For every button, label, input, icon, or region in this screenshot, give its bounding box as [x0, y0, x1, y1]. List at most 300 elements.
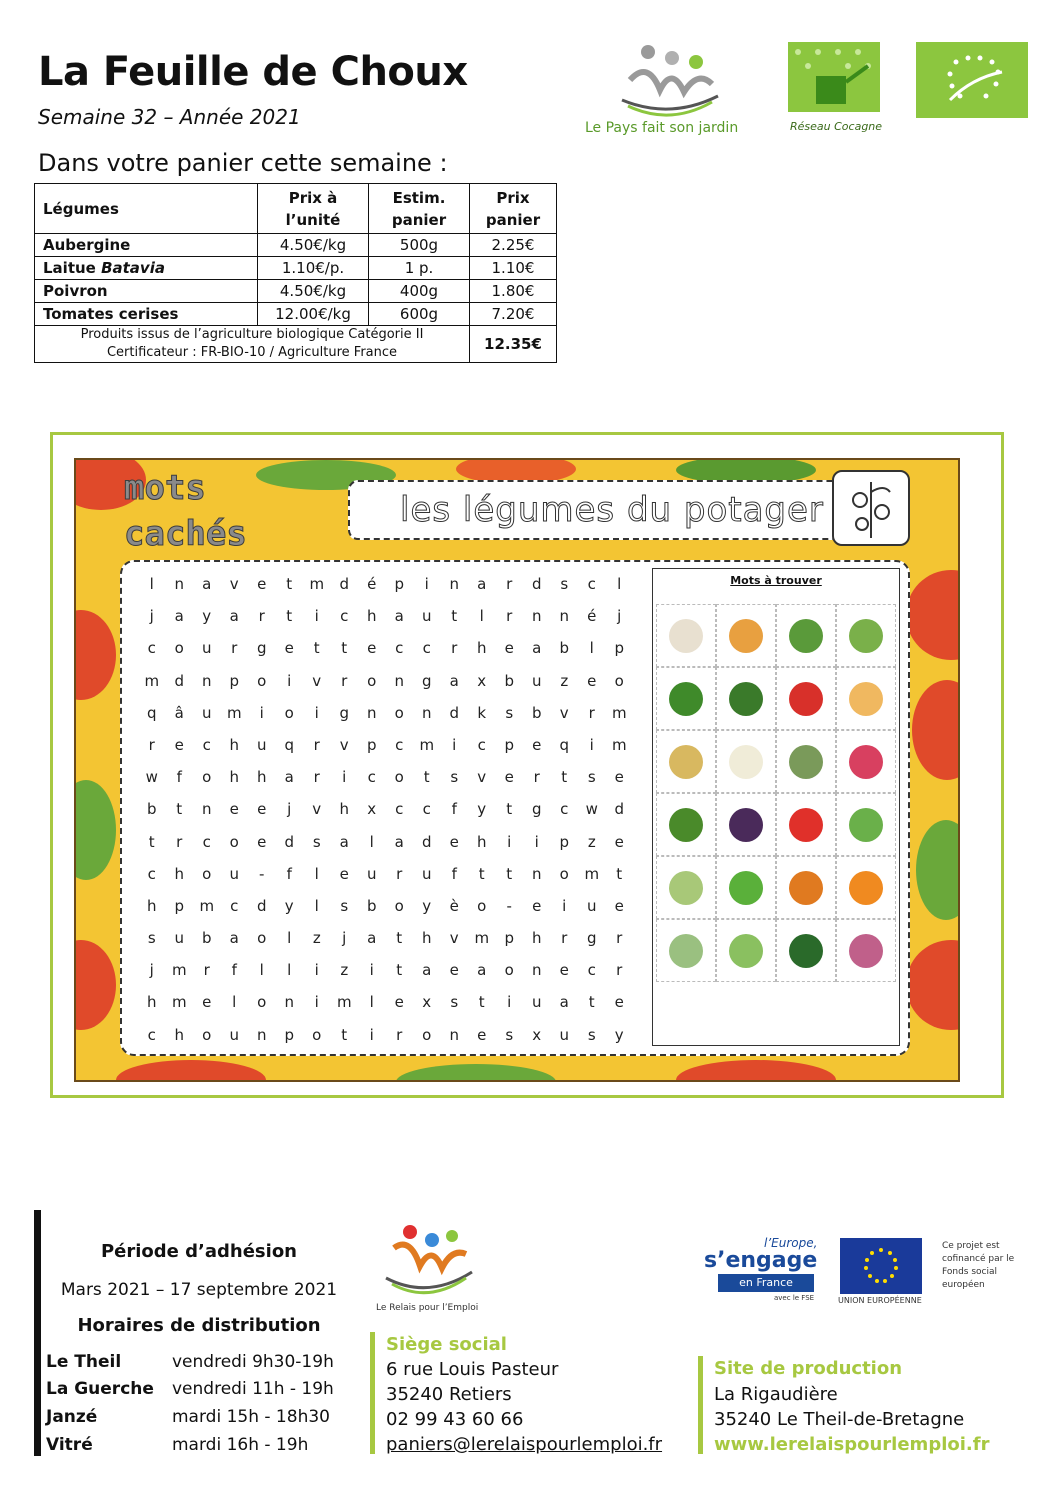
- grid-letter[interactable]: z: [587, 832, 596, 851]
- grid-letter[interactable]: e: [614, 832, 624, 851]
- grid-letter[interactable]: r: [451, 639, 458, 658]
- grid-letter[interactable]: u: [256, 735, 267, 754]
- siege-city: 35240 Retiers: [386, 1384, 512, 1405]
- grid-letter[interactable]: p: [284, 1025, 295, 1044]
- grid-letter[interactable]: t: [478, 993, 485, 1012]
- grid-letter[interactable]: l: [287, 961, 292, 980]
- grid-letter[interactable]: l: [232, 993, 237, 1012]
- grid-letter[interactable]: h: [146, 993, 157, 1012]
- grid-letter[interactable]: p: [394, 575, 405, 593]
- grid-letter[interactable]: v: [449, 929, 459, 948]
- grid-letter[interactable]: d: [531, 575, 542, 593]
- grid-letter[interactable]: o: [284, 703, 294, 722]
- grid-letter[interactable]: p: [504, 735, 515, 754]
- grid-letter[interactable]: a: [477, 575, 487, 593]
- grid-letter[interactable]: f: [231, 961, 237, 980]
- grid-letter[interactable]: p: [504, 929, 515, 948]
- eu-organic-leaf-logo: [916, 42, 1028, 118]
- unit-price: 1.10€/p.: [258, 257, 369, 280]
- grid-letter[interactable]: f: [451, 864, 457, 883]
- grid-letter[interactable]: b: [504, 671, 515, 690]
- grid-letter[interactable]: y: [614, 1025, 624, 1044]
- grid-letter[interactable]: o: [477, 896, 487, 915]
- grid-letter[interactable]: u: [229, 864, 239, 883]
- grid-letter[interactable]: e: [284, 639, 294, 658]
- grid-letter[interactable]: v: [312, 671, 322, 690]
- siege-divider: [370, 1332, 375, 1454]
- grid-letter[interactable]: c: [560, 800, 569, 819]
- grid-letter[interactable]: m: [309, 575, 325, 593]
- grid-letter[interactable]: n: [256, 1025, 267, 1044]
- grid-letter[interactable]: t: [313, 639, 320, 658]
- grid-letter[interactable]: u: [586, 896, 597, 915]
- grid-letter[interactable]: l: [287, 929, 292, 948]
- eu-flag-icon: [840, 1238, 922, 1304]
- leaf-decoration: [916, 820, 960, 920]
- grid-letter[interactable]: n: [559, 607, 569, 626]
- grid-letter[interactable]: m: [611, 735, 627, 754]
- grid-letter[interactable]: o: [394, 703, 404, 722]
- website-link[interactable]: www.lerelaispourlemploi.fr: [714, 1434, 990, 1455]
- grid-letter[interactable]: r: [231, 639, 238, 658]
- tomato-icon: [776, 793, 836, 856]
- grid-letter[interactable]: y: [202, 607, 212, 626]
- grid-letter[interactable]: r: [506, 575, 513, 593]
- grid-letter[interactable]: a: [394, 607, 404, 626]
- grid-letter[interactable]: p: [614, 639, 625, 658]
- grid-letter[interactable]: n: [201, 671, 212, 690]
- grid-letter[interactable]: c: [587, 575, 596, 593]
- grid-letter[interactable]: a: [449, 671, 459, 690]
- grid-letter[interactable]: n: [366, 703, 377, 722]
- grid-letter[interactable]: h: [339, 800, 349, 819]
- grid-letter[interactable]: p: [174, 896, 185, 915]
- grid-letter[interactable]: i: [314, 703, 319, 722]
- grid-letter[interactable]: q: [284, 735, 295, 754]
- grid-letter[interactable]: t: [286, 607, 293, 626]
- grid-letter[interactable]: l: [369, 993, 374, 1012]
- grid-letter[interactable]: i: [589, 735, 594, 754]
- grid-letter[interactable]: p: [559, 832, 570, 851]
- grid-letter[interactable]: s: [147, 929, 156, 948]
- grid-letter[interactable]: y: [422, 896, 432, 915]
- grid-letter[interactable]: a: [202, 575, 212, 593]
- grid-letter[interactable]: i: [562, 896, 567, 915]
- grid-letter[interactable]: e: [614, 768, 624, 787]
- grid-letter[interactable]: d: [449, 703, 460, 722]
- grid-letter[interactable]: u: [531, 993, 542, 1012]
- grid-letter[interactable]: e: [587, 671, 597, 690]
- grid-letter[interactable]: m: [171, 993, 187, 1012]
- grid-letter[interactable]: d: [614, 800, 625, 819]
- grid-letter[interactable]: i: [259, 703, 264, 722]
- grid-letter[interactable]: a: [367, 929, 377, 948]
- grid-letter[interactable]: u: [366, 864, 377, 883]
- grid-letter[interactable]: r: [258, 607, 265, 626]
- grid-letter[interactable]: i: [314, 607, 319, 626]
- estimate: 1 p.: [369, 257, 470, 280]
- grid-letter[interactable]: r: [616, 961, 623, 980]
- grid-letter[interactable]: g: [256, 639, 267, 658]
- grid-letter[interactable]: o: [257, 929, 267, 948]
- grid-letter[interactable]: i: [534, 832, 539, 851]
- grid-letter[interactable]: v: [312, 800, 322, 819]
- grid-letter[interactable]: q: [559, 735, 570, 754]
- grid-letter[interactable]: r: [176, 832, 183, 851]
- grid-letter[interactable]: o: [174, 639, 184, 658]
- grid-letter[interactable]: a: [229, 929, 239, 948]
- grid-letter[interactable]: t: [396, 961, 403, 980]
- grid-letter[interactable]: x: [532, 1025, 542, 1044]
- grid-letter[interactable]: u: [174, 929, 184, 948]
- grid-letter[interactable]: t: [423, 768, 430, 787]
- grid-letter[interactable]: h: [421, 929, 432, 948]
- grid-letter[interactable]: r: [313, 735, 320, 754]
- grid-letter[interactable]: s: [450, 993, 459, 1012]
- grid-letter[interactable]: m: [336, 993, 352, 1012]
- grid-letter[interactable]: n: [421, 703, 432, 722]
- grid-letter[interactable]: i: [507, 832, 512, 851]
- grid-letter[interactable]: h: [256, 768, 267, 787]
- grid-letter[interactable]: e: [257, 575, 267, 593]
- grid-letter[interactable]: c: [422, 639, 431, 658]
- grid-letter[interactable]: o: [504, 961, 514, 980]
- grid-letter[interactable]: l: [479, 607, 484, 626]
- grid-letter[interactable]: r: [396, 864, 403, 883]
- grid-letter[interactable]: c: [230, 896, 239, 915]
- broccoli-icon: [656, 667, 716, 730]
- grid-letter[interactable]: e: [257, 832, 267, 851]
- grid-letter[interactable]: l: [259, 961, 264, 980]
- grid-letter[interactable]: t: [148, 832, 155, 851]
- grid-letter[interactable]: z: [560, 671, 569, 690]
- grid-letter[interactable]: g: [339, 703, 350, 722]
- grid-letter[interactable]: d: [421, 832, 432, 851]
- grid-letter[interactable]: e: [614, 896, 624, 915]
- grid-letter[interactable]: l: [589, 639, 594, 658]
- grid-letter[interactable]: d: [174, 671, 185, 690]
- grid-letter[interactable]: c: [147, 1025, 156, 1044]
- grid-letter[interactable]: e: [504, 768, 514, 787]
- grid-letter[interactable]: t: [341, 1025, 348, 1044]
- grid-letter[interactable]: y: [284, 896, 294, 915]
- grid-letter[interactable]: z: [340, 961, 349, 980]
- grid-letter[interactable]: q: [146, 703, 157, 722]
- grid-letter[interactable]: j: [287, 800, 292, 819]
- spinach-icon: [776, 919, 836, 982]
- grid-letter[interactable]: a: [532, 639, 542, 658]
- grid-letter[interactable]: r: [616, 929, 623, 948]
- schedule-title: Horaires de distribution: [77, 1315, 321, 1336]
- grid-letter[interactable]: â: [174, 703, 184, 722]
- grid-letter[interactable]: o: [394, 768, 404, 787]
- grid-letter[interactable]: y: [477, 800, 487, 819]
- grid-letter[interactable]: l: [314, 864, 319, 883]
- grid-letter[interactable]: a: [284, 768, 294, 787]
- grid-letter[interactable]: m: [144, 671, 160, 690]
- grid-letter[interactable]: i: [369, 1025, 374, 1044]
- grid-letter[interactable]: c: [477, 735, 486, 754]
- grid-letter[interactable]: s: [312, 832, 321, 851]
- grid-letter[interactable]: i: [452, 735, 457, 754]
- week-subtitle: Semaine 32 – Année 2021: [38, 105, 301, 129]
- grid-letter[interactable]: è: [449, 896, 459, 915]
- grid-letter[interactable]: j: [342, 929, 347, 948]
- grid-letter[interactable]: g: [421, 671, 432, 690]
- grid-letter[interactable]: c: [395, 800, 404, 819]
- grid-letter[interactable]: m: [419, 735, 435, 754]
- grid-letter[interactable]: c: [367, 768, 376, 787]
- grid-letter[interactable]: o: [367, 671, 377, 690]
- grid-letter[interactable]: n: [531, 961, 542, 980]
- grid-letter[interactable]: s: [587, 1025, 596, 1044]
- green-beans-icon: [656, 793, 716, 856]
- grid-letter[interactable]: a: [559, 993, 569, 1012]
- grid-letter[interactable]: k: [477, 703, 487, 722]
- grid-letter[interactable]: n: [449, 1025, 459, 1044]
- grid-letter[interactable]: b: [559, 639, 570, 658]
- grid-letter[interactable]: a: [422, 961, 432, 980]
- lettuce-icon: [716, 856, 776, 919]
- grid-letter[interactable]: h: [476, 639, 487, 658]
- grid-letter[interactable]: f: [286, 864, 292, 883]
- grid-letter[interactable]: a: [174, 607, 184, 626]
- grid-letter[interactable]: c: [395, 639, 404, 658]
- grid-letter[interactable]: t: [176, 800, 183, 819]
- grid-letter[interactable]: c: [147, 639, 156, 658]
- grid-letter[interactable]: s: [560, 575, 569, 593]
- grid-letter[interactable]: j: [149, 961, 154, 980]
- grid-row: [138, 858, 634, 890]
- grid-letter[interactable]: v: [559, 703, 569, 722]
- grid-letter[interactable]: o: [394, 896, 404, 915]
- grid-letter[interactable]: e: [339, 864, 349, 883]
- production-site: La Rigaudière: [714, 1384, 838, 1405]
- grid-letter[interactable]: r: [203, 961, 210, 980]
- grid-letter[interactable]: x: [367, 800, 377, 819]
- grid-letter[interactable]: i: [287, 671, 292, 690]
- grid-letter[interactable]: w: [585, 800, 598, 819]
- grid-letter[interactable]: t: [451, 607, 458, 626]
- grid-letter[interactable]: t: [286, 575, 293, 593]
- grid-letter[interactable]: u: [421, 864, 432, 883]
- grid-letter[interactable]: o: [202, 768, 212, 787]
- grid-letter[interactable]: n: [449, 575, 459, 593]
- grid-letter[interactable]: o: [257, 993, 267, 1012]
- grid-letter[interactable]: t: [396, 929, 403, 948]
- grid-letter[interactable]: j: [617, 607, 622, 626]
- grid-letter[interactable]: u: [531, 671, 542, 690]
- grid-letter[interactable]: h: [476, 832, 487, 851]
- grid-letter[interactable]: o: [559, 864, 569, 883]
- grid-letter[interactable]: e: [449, 832, 459, 851]
- grid-letter[interactable]: m: [611, 703, 627, 722]
- veg-name: Aubergine: [35, 234, 258, 257]
- grid-letter[interactable]: o: [257, 671, 267, 690]
- grid-letter[interactable]: n: [201, 800, 212, 819]
- grid-letter[interactable]: é: [587, 607, 597, 626]
- grid-letter[interactable]: e: [559, 961, 569, 980]
- grid-letter[interactable]: o: [202, 1025, 212, 1044]
- grid-letter[interactable]: é: [367, 575, 377, 593]
- grid-letter[interactable]: n: [284, 993, 294, 1012]
- grid-letter[interactable]: t: [561, 768, 568, 787]
- grid-letter[interactable]: i: [342, 768, 347, 787]
- table-row: [35, 280, 557, 303]
- grid-letter[interactable]: e: [394, 993, 404, 1012]
- grid-letter[interactable]: h: [531, 929, 542, 948]
- grid-letter[interactable]: j: [149, 607, 154, 626]
- grid-letter[interactable]: u: [201, 639, 212, 658]
- grid-letter[interactable]: n: [394, 671, 404, 690]
- grid-letter[interactable]: e: [449, 961, 459, 980]
- grid-letter[interactable]: v: [229, 575, 239, 593]
- header-estimate: Estim. panier: [369, 184, 470, 234]
- grid-letter[interactable]: l: [617, 575, 622, 593]
- grid-letter[interactable]: r: [148, 735, 155, 754]
- grid-letter[interactable]: u: [421, 607, 432, 626]
- grid-letter[interactable]: r: [506, 607, 513, 626]
- grid-letter[interactable]: n: [174, 575, 184, 593]
- grid-letter[interactable]: r: [396, 1025, 403, 1044]
- grid-letter[interactable]: o: [614, 671, 624, 690]
- grid-letter[interactable]: l: [314, 896, 319, 915]
- grid-letter[interactable]: h: [146, 896, 157, 915]
- grid-letter[interactable]: d: [284, 832, 295, 851]
- grid-letter[interactable]: r: [533, 768, 540, 787]
- grid-letter[interactable]: f: [451, 800, 457, 819]
- grid-row: [138, 826, 634, 858]
- grid-letter[interactable]: b: [201, 929, 212, 948]
- grid-letter[interactable]: e: [229, 800, 239, 819]
- grid-letter[interactable]: e: [532, 896, 542, 915]
- grid-letter[interactable]: t: [616, 864, 623, 883]
- grid-letter[interactable]: t: [588, 993, 595, 1012]
- grid-letter[interactable]: u: [559, 1025, 569, 1044]
- grid-letter[interactable]: b: [531, 703, 542, 722]
- grid-letter[interactable]: e: [257, 800, 267, 819]
- grid-letter[interactable]: r: [561, 929, 568, 948]
- grid-letter[interactable]: c: [202, 735, 211, 754]
- adhesion-title: Période d’adhésion: [100, 1241, 297, 1262]
- siege-email-link[interactable]: paniers@lerelaispourlemploi.fr: [386, 1434, 663, 1455]
- grid-letter[interactable]: c: [340, 607, 349, 626]
- grid-letter[interactable]: -: [506, 896, 512, 915]
- grid-letter[interactable]: m: [584, 864, 600, 883]
- grid-letter[interactable]: a: [394, 832, 404, 851]
- grid-letter[interactable]: b: [366, 896, 377, 915]
- grid-letter[interactable]: n: [531, 864, 542, 883]
- footer-divider: [34, 1210, 41, 1456]
- grid-letter[interactable]: e: [174, 735, 184, 754]
- grid-letter[interactable]: d: [256, 896, 267, 915]
- grid-letter[interactable]: p: [229, 671, 240, 690]
- grid-letter[interactable]: e: [614, 993, 624, 1012]
- grid-letter[interactable]: h: [229, 768, 239, 787]
- grid-letter[interactable]: s: [505, 1025, 514, 1044]
- grid-letter[interactable]: u: [201, 703, 212, 722]
- grid-letter[interactable]: h: [174, 1025, 184, 1044]
- grid-letter[interactable]: t: [478, 864, 485, 883]
- grid-letter[interactable]: e: [477, 1025, 487, 1044]
- grid-letter[interactable]: g: [586, 929, 597, 948]
- grid-letter[interactable]: i: [507, 993, 512, 1012]
- grid-letter[interactable]: g: [531, 800, 542, 819]
- grid-letter[interactable]: e: [504, 639, 514, 658]
- veg-name: Tomates cerises: [35, 303, 258, 326]
- grid-letter[interactable]: h: [174, 864, 184, 883]
- puzzle-banner-text: les légumes du potager: [400, 490, 824, 530]
- grid-letter[interactable]: m: [474, 929, 490, 948]
- grid-letter[interactable]: a: [477, 961, 487, 980]
- grid-letter[interactable]: o: [422, 1025, 432, 1044]
- grid-letter[interactable]: v: [477, 768, 487, 787]
- grid-letter[interactable]: e: [532, 735, 542, 754]
- grid-letter[interactable]: -: [259, 864, 265, 883]
- grid-letter[interactable]: m: [226, 703, 242, 722]
- grid-letter[interactable]: z: [312, 929, 321, 948]
- grid-letter[interactable]: s: [340, 896, 349, 915]
- grid-letter[interactable]: c: [587, 961, 596, 980]
- grid-letter[interactable]: x: [422, 993, 432, 1012]
- grid-letter[interactable]: w: [145, 768, 158, 787]
- grid-letter[interactable]: x: [477, 671, 487, 690]
- schedule-row: Vitré mardi 16h - 19h: [46, 1435, 309, 1455]
- schedule-row: Janzé mardi 15h - 18h30: [46, 1407, 330, 1427]
- grid-letter[interactable]: d: [339, 575, 350, 593]
- grid-letter[interactable]: h: [229, 735, 239, 754]
- grid-letter[interactable]: b: [146, 800, 157, 819]
- grid-letter[interactable]: t: [506, 864, 513, 883]
- grid-letter[interactable]: i: [314, 961, 319, 980]
- grid-letter[interactable]: a: [229, 607, 239, 626]
- grid-letter[interactable]: r: [341, 671, 348, 690]
- grid-letter[interactable]: v: [339, 735, 349, 754]
- grid-letter[interactable]: m: [199, 896, 215, 915]
- grid-letter[interactable]: r: [588, 703, 595, 722]
- grid-letter[interactable]: m: [171, 961, 187, 980]
- grid-letter[interactable]: n: [531, 607, 542, 626]
- grid-letter[interactable]: o: [312, 1025, 322, 1044]
- grid-letter[interactable]: c: [147, 864, 156, 883]
- grid-row: [138, 761, 634, 793]
- grid-letter[interactable]: h: [366, 607, 377, 626]
- grid-letter[interactable]: f: [176, 768, 182, 787]
- grid-letter[interactable]: t: [506, 800, 513, 819]
- grid-letter[interactable]: i: [314, 993, 319, 1012]
- grid-letter[interactable]: p: [366, 735, 377, 754]
- grid-letter[interactable]: o: [229, 832, 239, 851]
- siege-title: Siège social: [386, 1334, 507, 1355]
- grid-letter[interactable]: s: [505, 703, 514, 722]
- grid-letter[interactable]: a: [339, 832, 349, 851]
- grid-letter[interactable]: e: [367, 639, 377, 658]
- grid-letter[interactable]: i: [369, 961, 374, 980]
- grid-letter[interactable]: c: [395, 735, 404, 754]
- grid-letter[interactable]: c: [422, 800, 431, 819]
- grid-letter[interactable]: c: [202, 832, 211, 851]
- grid-letter[interactable]: s: [587, 768, 596, 787]
- grid-letter[interactable]: u: [229, 1025, 239, 1044]
- grid-letter[interactable]: o: [202, 864, 212, 883]
- grid-letter[interactable]: e: [202, 993, 212, 1012]
- grid-letter[interactable]: r: [313, 768, 320, 787]
- grid-letter[interactable]: s: [450, 768, 459, 787]
- grid-letter[interactable]: t: [341, 639, 348, 658]
- grid-letter[interactable]: l: [369, 832, 374, 851]
- grid-letter[interactable]: l: [149, 575, 154, 593]
- grid-letter[interactable]: i: [424, 575, 429, 593]
